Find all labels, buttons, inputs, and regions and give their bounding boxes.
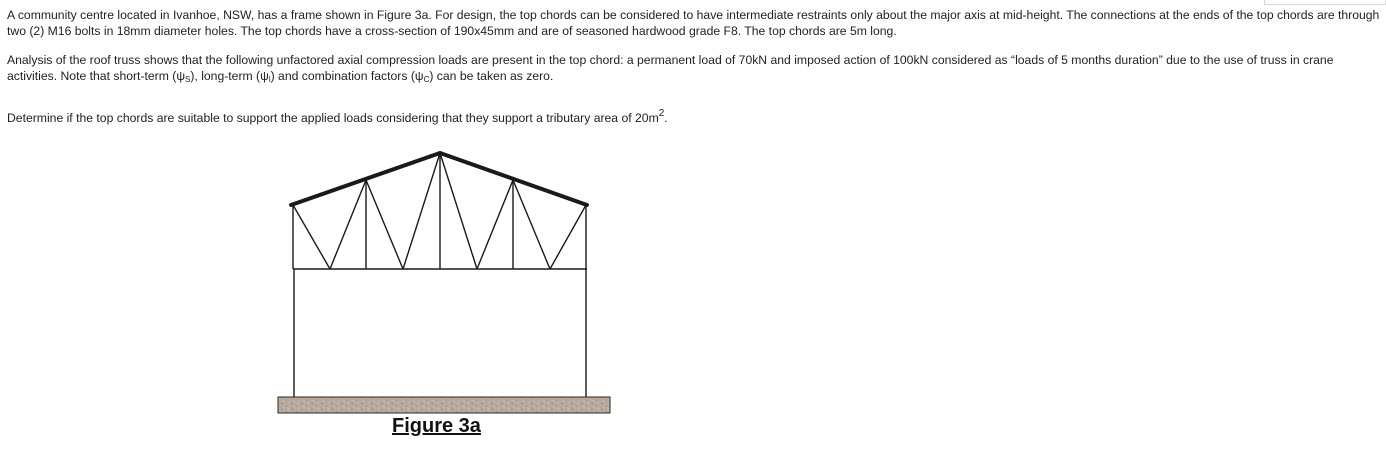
p3-end: .: [664, 111, 668, 125]
figure-caption: Figure 3a: [392, 415, 481, 437]
web-diagonal: [403, 153, 440, 269]
area-exponent: 2: [658, 108, 665, 119]
psi-c-subscript: C: [423, 75, 430, 84]
web-diagonal: [550, 205, 586, 269]
p2-text-1: Analysis of the roof truss shows that the following unfactored axial compression loads are present in the top chord: a permanent load of 70kN and imposed action of 100kN considered as “loads of 5 months duration” due to the use of truss in crane activities. Note that short-term (ψ: [7, 53, 1334, 83]
question-paragraph-1: A community centre located in Ivanhoe, NSW, has a frame shown in Figure 3a. For design, the top chords can be considered to have intermediate restraints only about the major axis at mid-height. The connections at the ends of the top chords are through two (2) M16 bolts in 18mm diameter holes. The top chords have a cross-section of 190x45mm and are of seasoned hardwood grade F8. The top chords are 5m long.: [7, 8, 1380, 38]
web-diagonal: [440, 153, 477, 269]
ground-foundation: [278, 397, 610, 413]
p2-text-4: ) can be taken as zero.: [429, 69, 554, 83]
p3-text: Determine if the top chords are suitable to support the applied loads considering that they support a tributary area of 20m: [7, 111, 659, 125]
psi-l-subscript: l: [268, 75, 271, 84]
web-diagonal: [330, 180, 366, 269]
p2-text-2: ), long-term (ψ: [190, 69, 269, 83]
p2-text-3: ) and combination factors (ψ: [270, 69, 424, 83]
corner-tab: [1264, 0, 1386, 5]
truss-frame-figure: [270, 145, 620, 420]
web-diagonal: [293, 205, 330, 269]
web-diagonal: [513, 180, 550, 269]
question-paragraph-2: [7, 52, 1383, 88]
psi-s-subscript: S: [185, 75, 191, 84]
web-diagonal: [366, 180, 403, 269]
web-diagonal: [477, 180, 513, 269]
question-paragraph-3: [7, 110, 1383, 126]
